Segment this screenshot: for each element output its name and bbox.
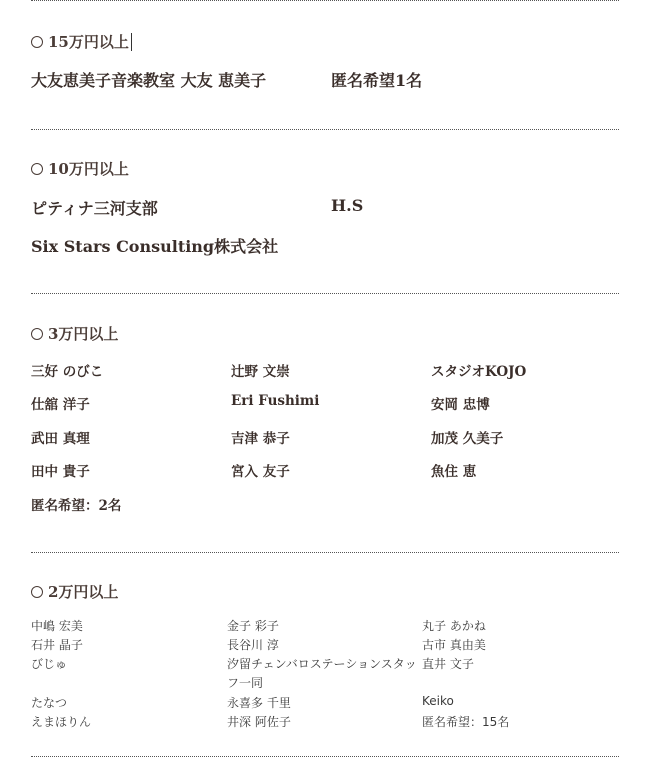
donor-name: H.S (331, 196, 364, 215)
circle-icon (31, 328, 43, 340)
donor-name: 古市 真由美 (422, 638, 486, 652)
donor-name: 三好 のびこ (31, 364, 104, 380)
donor-name: Six Stars Consulting株式会社 (31, 237, 279, 256)
donor-name: 直井 文子 (422, 657, 474, 671)
donor-name: びじゅ (31, 657, 68, 671)
donor-name: 仕舘 洋子 (31, 397, 90, 413)
donor-name: 武田 真理 (31, 431, 90, 447)
donor-name: たなつ (31, 696, 68, 710)
divider-top (31, 0, 619, 1)
donor-name: スタジオKOJO (431, 364, 527, 380)
donor-name: 長谷川 淳 (227, 638, 279, 652)
donor-name: 加茂 久美子 (431, 431, 504, 447)
donor-name: 丸子 あかね (422, 619, 486, 633)
donor-name: 匿名希望：15名 (422, 715, 510, 729)
divider (31, 552, 619, 553)
divider (31, 293, 619, 294)
donor-name: 中嶋 宏美 (31, 619, 83, 633)
tier-heading-20k: 2万円以上 (31, 581, 118, 602)
donor-name: 吉津 恭子 (231, 431, 290, 447)
divider (31, 756, 619, 757)
circle-icon (31, 586, 43, 598)
donor-name: 田中 貴子 (31, 464, 90, 480)
donor-name: 永喜多 千里 (227, 696, 291, 710)
donor-name: Keiko (422, 694, 454, 708)
donor-name: 匿名希望：2名 (31, 498, 122, 514)
donor-name: ピティナ三河支部 (31, 199, 158, 218)
tier-heading-150k: 15万円以上 (31, 31, 132, 52)
donor-name: 魚住 恵 (431, 464, 477, 480)
donor-name: 匿名希望1名 (331, 71, 423, 90)
donor-name: えまほりん (31, 715, 92, 729)
text-cursor (131, 33, 132, 51)
donor-name: 井深 阿佐子 (227, 715, 291, 729)
donor-name: 辻野 文崇 (231, 364, 290, 380)
donor-name: 石井 晶子 (31, 638, 83, 652)
tier-heading-30k: 3万円以上 (31, 323, 118, 344)
donor-name: Eri Fushimi (231, 393, 320, 409)
circle-icon (31, 163, 43, 175)
donor-name: 大友恵美子音楽教室 大友 恵美子 (31, 71, 267, 90)
donor-name: 金子 彩子 (227, 619, 279, 633)
circle-icon (31, 36, 43, 48)
divider (31, 129, 619, 130)
donor-name: 宮入 友子 (231, 464, 290, 480)
tier-heading-100k: 10万円以上 (31, 158, 129, 179)
donor-name: 汐留チェンバロステーションスタッフ一同 (227, 657, 417, 690)
donor-name: 安岡 忠博 (431, 397, 490, 413)
